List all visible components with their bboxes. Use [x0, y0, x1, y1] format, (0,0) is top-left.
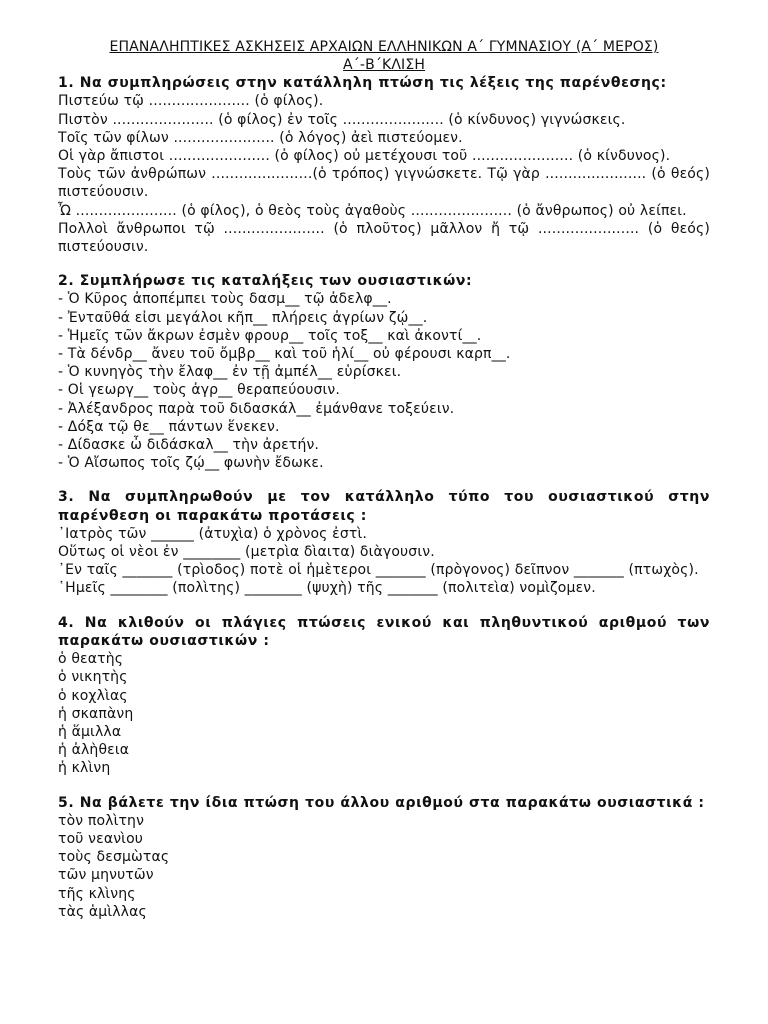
exercise-line: - Ἡμεῖς τῶν ἄκρων ἐσμὲν φρουρ__ τοῖς τοξ__ καὶ ἀκοντί__. — [58, 327, 482, 344]
exercise-5-words — [58, 812, 710, 921]
exercise-3-lines — [58, 525, 710, 598]
exercise-line: - Οἱ γεωργ__ τοὺς ἀγρ__ θεραπεύουσιν. — [58, 382, 340, 399]
exercise-4-words — [58, 650, 710, 777]
exercise-line: - Δίδασκε ὦ διδάσκαλ__ τὴν ἀρετήν. — [58, 437, 320, 454]
exercise-4-heading: 4. Να κλιθούν οι πλάγιες πτώσεις ενικού και πληθυντικού αριθμού των παρακάτω ουσιαστικών : — [58, 614, 710, 649]
word-item: ὁ θεατὴς — [58, 651, 124, 668]
exercise-5-heading: 5. Να βάλετε την ίδια πτώση του άλλου αριθμού στα παρακάτω ουσιαστικά : — [58, 794, 705, 811]
exercise-line: - Ὁ κυνηγὸς τὴν ἔλαφ__ ἐν τῇ ἀμπέλ__ εὑρίσκει. — [58, 364, 402, 381]
exercise-4 — [58, 614, 710, 778]
word-item: τῆς κλὶνης — [58, 885, 136, 902]
word-item: ἡ σκαπὰνη — [58, 705, 134, 722]
exercise-3 — [58, 488, 710, 597]
exercise-1 — [58, 74, 710, 256]
exercise-line: ᾿Εν ταῖς _______ (τρὶοδος) ποτὲ οἱ ἡμὲτεροι _______ (πρὸγονος) δεῖπνον _______ (πτωχὸς). — [58, 562, 699, 579]
exercise-5 — [58, 794, 710, 921]
exercise-line: Τοὺς τῶν ἀνθρώπων ......................(ὁ τρόπος) γιγνώσκετε. Τῷ γὰρ ...................... (ὁ θεός) πιστεύουσιν. — [58, 166, 710, 201]
exercise-2-heading: 2. Συμπλήρωσε τις καταλήξεις των ουσιαστικών: — [58, 273, 473, 290]
exercise-line: Οἱ γὰρ ἄπιστοι ...................... (ὁ φίλος) οὐ μετέχουσι τοῦ ...................... (ὁ κίνδυνος). — [58, 148, 671, 165]
exercise-line: Ὦ ...................... (ὁ φίλος), ὁ θεὸς τοὺς ἀγαθοὺς ...................... (ὁ ἄνθρωπος) οὐ λείπει. — [58, 202, 687, 219]
word-item: ὁ νικητὴς — [58, 669, 128, 686]
word-item: ἡ κλὶνη — [58, 760, 111, 777]
exercise-line: Οὕτως οἱ νὲοι ἐν ________ (μετρὶα δὶαιτα) διὰγουσιν. — [58, 544, 435, 561]
document-subtitle: Α΄-Β΄ΚΛΙΣΗ — [343, 57, 425, 73]
word-item: ὁ κοχλὶας — [58, 687, 128, 704]
word-item: ἡ ἅμιλλα — [58, 723, 122, 740]
exercise-line: - Δόξα τῷ θε__ πάντων ἕνεκεν. — [58, 418, 280, 435]
exercise-line: - Ἐνταῦθά εἰσι μεγάλοι κῆπ__ πλήρεις ἀγρίων ζῴ__. — [58, 309, 428, 326]
document-title: ΕΠΑΝΑΛΗΠΤΙΚΕΣ ΑΣΚΗΣΕΙΣ ΑΡΧΑΙΩΝ ΕΛΛΗΝΙΚΩΝ Α΄ ΓΥΜΝΑΣΙΟΥ (Α΄ ΜΕΡΟΣ) — [109, 39, 659, 55]
exercise-2-lines — [58, 290, 710, 472]
exercise-3-heading: 3. Να συμπληρωθούν με τον κατάλληλο τύπο του ουσιαστικού στην παρένθεση οι παρακάτω προτάσεις : — [58, 489, 710, 524]
exercise-2 — [58, 272, 710, 472]
exercise-line: ῾Ημεῖς ________ (πολὶτης) ________ (ψυχὴ) τῆς _______ (πολιτεὶα) νομὶζομεν. — [58, 580, 596, 597]
exercise-line: - Ἀλέξανδρος παρὰ τοῦ διδασκάλ__ ἐμάνθανε τοξεύειν. — [58, 400, 455, 417]
word-item: τῶν μηνυτῶν — [58, 867, 154, 884]
word-item: ἡ ἀλὴθεια — [58, 742, 130, 759]
word-item: τὸν πολὶτην — [58, 812, 145, 829]
exercise-line: ᾿Ιατρὸς τῶν ______ (ἀτυχὶα) ὁ χρὸνος ἐστὶ. — [58, 525, 367, 542]
exercise-line: - Τὰ δένδρ__ ἄνευ τοῦ ὄμβρ__ καὶ τοῦ ἡλί__ οὐ φέρουσι καρπ__. — [58, 346, 511, 363]
exercise-line: - Ὁ Κῦρος ἀποπέμπει τοὺς δασμ__ τῷ ἀδελφ__. — [58, 291, 392, 308]
exercise-line: Πολλοὶ ἄνθρωποι τῷ ...................... (ὁ πλοῦτος) μᾶλλον ἤ τῷ ...................... (ὁ θεός) πιστεύουσιν. — [58, 220, 710, 256]
exercise-1-heading: 1. Να συμπληρώσεις στην κατάλληλη πτώση τις λέξεις της παρένθεσης: — [58, 75, 667, 92]
word-item: τὰς ἁμὶλλας — [58, 903, 147, 920]
exercise-line: Τοῖς τῶν φίλων ...................... (ὁ λόγος) ἀεὶ πιστεύομεν. — [58, 129, 463, 146]
exercise-line: Πιστεύω τῷ ...................... (ὁ φίλος). — [58, 93, 324, 110]
word-item: τοὺς δεσμὼτας — [58, 849, 170, 866]
exercise-1-lines — [58, 92, 710, 256]
exercise-line: Πιστὸν ...................... (ὁ φίλος) ἐν τοῖς ...................... (ὁ κίνδυνος) γιγνώσκεις. — [58, 111, 626, 128]
exercise-line: - Ὁ Αἴσωπος τοῖς ζῴ__ φωνὴν ἔδωκε. — [58, 455, 324, 472]
word-item: τοῦ νεανὶου — [58, 830, 144, 847]
